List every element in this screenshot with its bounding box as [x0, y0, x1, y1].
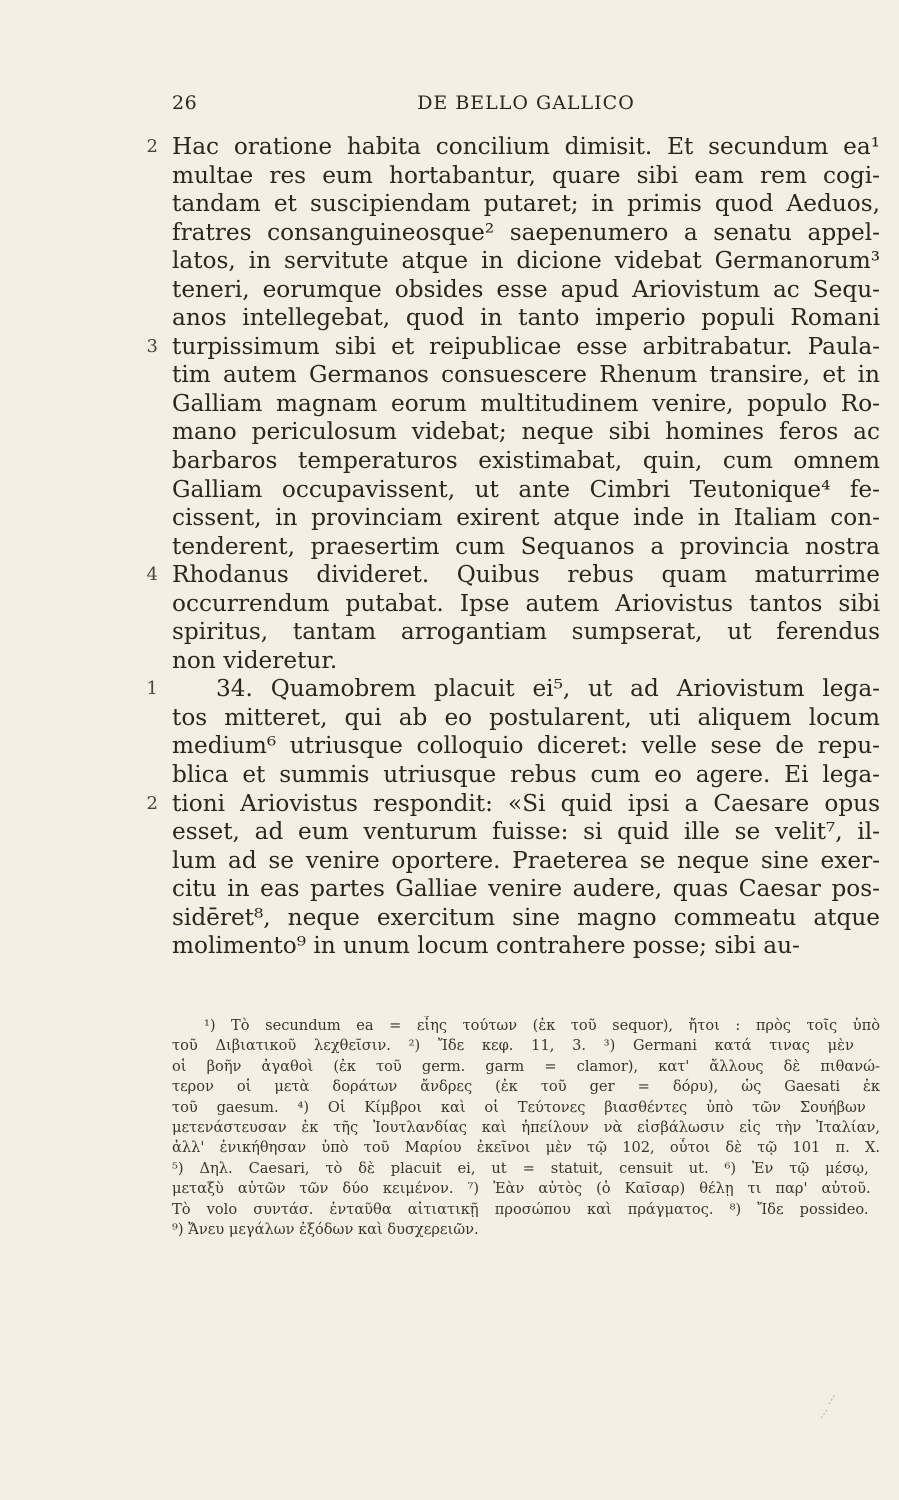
scan-mark: [819, 1390, 839, 1420]
footnote-text: τοῦ Διβιατικοῦ λεχθεῖσιν. ²) Ἴδε κεφ. 11, 3. ³) Germani κατά τινας μὲν: [172, 1037, 854, 1055]
text-line: [172, 932, 880, 961]
line-text: occurrendum putabat. Ipse autem Ariovistus tantos sibi: [172, 589, 880, 617]
text-line: [172, 647, 880, 676]
footnotes: [172, 1016, 880, 1240]
text-line: [146, 133, 880, 162]
margin-section-number: 2: [146, 136, 158, 157]
footnote-text: τερον οἱ μετὰ δοράτων ἄνδρες (ἐκ τοῦ ger = δόρυ), ὡς Gaesati ἐκ: [172, 1078, 880, 1096]
line-text: sidēret⁸, neque exercitum sine magno commeatu atque: [172, 903, 880, 931]
line-text: citu in eas partes Galliae venire audere, quas Caesar pos-: [172, 875, 880, 903]
text-line: [172, 875, 880, 904]
footnote-text: ⁵) Δηλ. Caesari, τὸ δὲ placuit ei, ut = statuit, censuit ut. ⁶) Ἐν τῷ μέσῳ,: [172, 1159, 869, 1177]
text-line: [172, 418, 880, 447]
footnote-line: [172, 1159, 880, 1179]
line-text: tos mitteret, qui ab eo postularent, uti aliquem locum: [172, 703, 880, 731]
text-line: [146, 675, 880, 704]
line-text: latos, in servitute atque in dicione videbat Germanorum³: [172, 247, 880, 275]
text-line: [172, 247, 880, 276]
text-line: [172, 533, 880, 562]
text-line: [172, 447, 880, 476]
footnote-line: [172, 1118, 880, 1138]
text-line: [172, 618, 880, 647]
line-text: cissent, in provinciam exirent atque inde in Italiam con-: [172, 504, 880, 532]
line-text: multae res eum hortabantur, quare sibi eam rem cogi-: [172, 161, 880, 189]
text-line: [172, 190, 880, 219]
running-title: DE BELLO GALLICO: [417, 92, 635, 114]
line-text: turpissimum sibi et reipublicae esse arbitrabatur. Paula-: [172, 332, 880, 360]
footnote-line: [172, 1098, 880, 1118]
text-line: [172, 818, 880, 847]
line-text: 34. Quamobrem placuit ei⁵, ut ad Ariovistum lega-: [216, 675, 880, 703]
text-line: [172, 732, 880, 761]
line-text: spiritus, tantam arrogantiam sumpserat, ut ferendus: [172, 618, 880, 646]
line-text: Galliam occupavissent, ut ante Cimbri Teutonique⁴ fe-: [172, 475, 880, 503]
text-line: [172, 904, 880, 933]
line-text: mano periculosum videbat; neque sibi homines feros ac: [172, 418, 880, 446]
line-text: non videretur.: [172, 646, 338, 674]
margin-section-number: 2: [146, 792, 158, 814]
text-line: [172, 162, 880, 191]
line-text: lum ad se venire oportere. Praeterea se neque sine exer-: [172, 846, 880, 874]
margin-section-number: 1: [146, 678, 158, 700]
footnote-line: [172, 1077, 880, 1097]
footnote-text: ¹) Τὸ secundum ea = εἶης τούτων (ἐκ τοῦ sequor), ἤτοι : πρὸς τοῖς ὑπὸ: [204, 1017, 880, 1034]
text-line: [146, 332, 880, 362]
margin-section-number: 3: [146, 335, 158, 357]
line-text: tioni Ariovistus respondit: «Si quid ipsi a Caesare opus: [172, 789, 880, 817]
footnote-line: [172, 1200, 880, 1220]
text-line: [172, 361, 880, 390]
footnote-text: τοῦ gaesum. ⁴) Οἱ Κίμβροι καὶ οἱ Τεύτονες βιασθέντες ὑπὸ τῶν Σουήβων: [172, 1098, 866, 1116]
line-text: anos intellegebat, quod in tanto imperio populi Romani: [172, 304, 880, 332]
line-text: esset, ad eum venturum fuisse: si quid ille se velit⁷, il-: [172, 818, 880, 846]
page-header: [172, 92, 880, 122]
text-line: [146, 561, 880, 590]
text-line: [172, 504, 880, 533]
footnote-text: ⁹) Ἄνευ μεγάλων ἐξόδων καὶ δυσχερειῶν.: [172, 1220, 479, 1238]
text-line: [172, 847, 880, 876]
text-line: [172, 390, 880, 419]
line-text: barbaros temperaturos existimabat, quin, cum omnem: [172, 447, 880, 475]
footnote-line: [172, 1138, 880, 1158]
text-line: [146, 789, 880, 819]
line-text: blica et summis utriusque rebus cum eo agere. Ei lega-: [172, 761, 880, 789]
footnote-text: Τὸ volo συντάσ. ἐνταῦθα αἰτιατικῇ προσώπου καὶ πράγματος. ⁸) Ἴδε possideo.: [172, 1200, 869, 1218]
line-text: molimento⁹ in unum locum contrahere posse; sibi au-: [172, 932, 800, 960]
footnote-line: [172, 1220, 880, 1240]
line-text: tenderent, praesertim cum Sequanos a provincia nostra: [172, 532, 880, 560]
footnote-line: [172, 1057, 880, 1077]
text-line: [172, 704, 880, 733]
line-text: medium⁶ utriusque colloquio diceret: velle sese de repu-: [172, 732, 880, 760]
footnote-text: οἱ βοῆν ἀγαθοὶ (ἐκ τοῦ germ. garm = clamor), κατ' ἄλλους δὲ πιθανώ-: [172, 1057, 880, 1075]
text-line: [172, 476, 880, 505]
line-text: fratres consanguineosque² saepenumero a senatu appel-: [172, 218, 880, 246]
footnote-line: [172, 1016, 880, 1036]
footnote-text: μεταξὺ αὐτῶν τῶν δύο κειμένον. ⁷) Ἐὰν αὐτὸς (ὁ Καῖσαρ) θέλῃ τι παρ' αὐτοῦ.: [172, 1180, 871, 1198]
text-line: [172, 219, 880, 248]
line-text: tandam et suscipiendam putaret; in primis quod Aeduos,: [172, 190, 880, 218]
main-text: [146, 133, 880, 961]
footnote-text: ἀλλ' ἐνικήθησαν ὑπὸ τοῦ Μαρίου ἐκεῖνοι μὲν τῷ 102, οὗτοι δὲ τῷ 101 π. Χ.: [172, 1139, 880, 1157]
line-text: Galliam magnam eorum multitudinem venire, populo Ro-: [172, 389, 880, 417]
line-text: Hac oratione habita concilium dimisit. Et secundum ea¹: [172, 133, 880, 160]
page-number: 26: [172, 92, 198, 114]
footnote-line: [172, 1036, 880, 1056]
footnote-text: μετενάστευσαν ἐκ τῆς Ἰουτλανδίας καὶ ἠπείλουν νὰ εἰσβάλωσιν εἰς τὴν Ἰταλίαν,: [172, 1118, 880, 1136]
line-text: tim autem Germanos consuescere Rhenum transire, et in: [172, 361, 880, 389]
text-line: [172, 276, 880, 305]
margin-section-number: 4: [146, 564, 158, 586]
footnote-line: [172, 1179, 880, 1199]
text-line: [172, 304, 880, 333]
text-line: [172, 590, 880, 619]
line-text: Rhodanus divideret. Quibus rebus quam maturrime: [172, 561, 880, 589]
line-text: teneri, eorumque obsides esse apud Ariovistum ac Sequ-: [172, 275, 880, 303]
text-line: [172, 761, 880, 790]
